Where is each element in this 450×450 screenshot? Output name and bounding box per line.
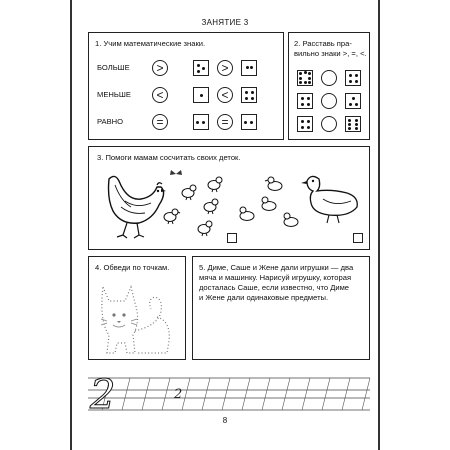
row1-sign-circle [152,60,168,76]
dice-icon [297,116,313,132]
practice-digit: 2 [174,387,183,402]
butterfly-icon [169,169,183,179]
dice-icon [297,93,313,109]
chick-icon [197,219,213,237]
chick-icon [181,183,197,201]
row2-sign-circle-2 [217,87,233,103]
answer-circle[interactable] [321,70,337,86]
dice-icon [345,116,361,132]
dice-icon [345,93,361,109]
dice-icon [345,70,361,86]
task5-line-2: мяча и машинку. Нарисуй игрушку, которая [199,273,352,282]
row2-sign-2: < [221,88,229,102]
duckling-icon [267,175,285,193]
row3-sign-circle [152,114,168,130]
task3-box [88,146,370,250]
workbook-page [70,0,380,450]
row1-sign: > [156,61,164,75]
chick-icon [203,197,219,215]
row3-sign-circle-2 [217,114,233,130]
task5-line-4: и Жене дали одинаковые предметы. [199,293,329,302]
task4-box [88,256,186,360]
cat-dots-icon [97,281,181,357]
answer-circle[interactable] [321,93,337,109]
row2-word: МЕНЬШЕ [97,90,131,99]
task1-label: 1. Учим математические знаки. [95,39,206,48]
task5-box [192,256,370,360]
duckling-icon [261,195,279,213]
dice-icon [193,114,209,130]
task1-box [88,32,284,140]
duckling-icon [283,211,301,229]
duck-icon [301,173,361,225]
row3-sign: = [156,115,164,129]
dice-icon [241,114,257,130]
row3-sign-2: = [221,115,229,129]
task2-label-2: вильно знаки >, =, <. [294,49,367,58]
drawing-area[interactable] [199,307,363,355]
task4-label: 4. Обведи по точкам. [95,263,170,272]
answer-circle[interactable] [321,116,337,132]
row2-sign-circle [152,87,168,103]
sample-digit: 2 [90,372,116,418]
task3-label: 3. Помоги мамам сосчитать своих деток. [97,153,241,162]
dice-icon [193,87,209,103]
row2-sign: < [156,88,164,102]
dice-icon [241,60,257,76]
task2-label-1: 2. Расставь пра- [294,39,352,48]
row1-sign-circle-2 [217,60,233,76]
task5-line-1: 5. Диме, Саше и Жене дали игрушки — два [199,263,354,272]
page-title: ЗАНЯТИЕ 3 [201,18,249,27]
hen-icon [101,171,171,241]
duckling-icon [239,205,257,223]
row1-word: БОЛЬШЕ [97,63,130,72]
task5-line-3: досталась Саше, если известно, что Диме [199,283,350,292]
dice-icon [241,87,257,103]
row3-word: РАВНО [97,117,124,126]
page-number: 8 [222,416,228,425]
row1-sign-2: > [221,61,229,75]
chick-icon [207,175,223,193]
dice-icon [297,70,313,86]
dice-icon [193,60,209,76]
writing-grid[interactable] [88,372,370,418]
task2-box [288,32,370,140]
count-box-hen[interactable] [227,233,237,243]
count-box-duck[interactable] [353,233,363,243]
chick-icon [163,207,179,225]
